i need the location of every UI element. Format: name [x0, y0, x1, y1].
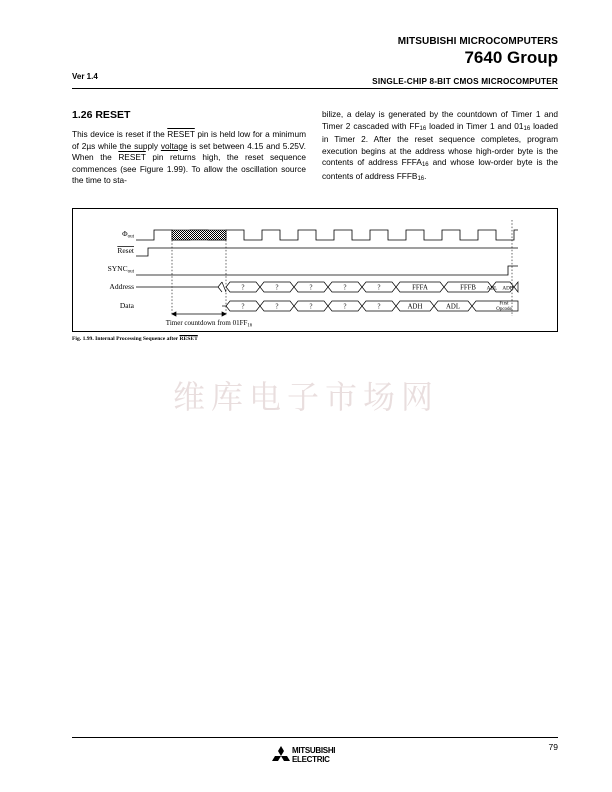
oscillation-stabilize-hatch [172, 230, 226, 240]
text-run: is set between 4.15 and 5.25V. When the [72, 140, 306, 163]
caption-reset-term: RESET [179, 336, 198, 342]
signal-label-sync: $SYNC_{out}$ [107, 264, 134, 275]
reset-signal-term: RESET [167, 129, 195, 139]
timing-diagram [72, 208, 558, 332]
address-value: ? [343, 284, 347, 292]
voltage-term: voltage [160, 140, 188, 151]
footer-rule [72, 737, 558, 738]
text-run: pin returns high, the reset sequence commences (see Figure 1.99). To allow the oscillation source the time to sta- [72, 152, 306, 186]
signal-label-phi: $\Phi_{out}$ [122, 229, 134, 240]
data-values [241, 302, 512, 313]
subscript: 16 [421, 162, 429, 169]
text-run: s while the supply [91, 140, 161, 151]
header-company: MITSUBISHI MICROCOMPUTERS [397, 36, 558, 47]
data-value: ADH [407, 303, 423, 311]
logo-line: ELECTRIC [292, 755, 330, 764]
data-value: ? [377, 303, 381, 311]
text-run: and whose low-order byte is the contents of address FFFB [322, 157, 558, 181]
signal-label-reset: Reset [117, 246, 134, 255]
address-value: ADH [502, 285, 514, 292]
timer-countdown-label: Timer countdown from $01FF_{16}$ [165, 319, 253, 329]
data-value: ? [275, 303, 279, 311]
figure-caption [72, 336, 198, 342]
watermark: 维库电子市场网 [172, 378, 439, 416]
mitsubishi-logo-icon [270, 745, 292, 767]
text-run: bilize, a delay is generated by the countdown of Timer 1 and Timer 2 cascaded with FF [322, 109, 558, 131]
address-value: ? [241, 284, 245, 292]
header-group-title: 7640 Group [464, 48, 558, 67]
body-text-right [322, 109, 558, 185]
data-value: Opcode [496, 307, 512, 312]
signal-label-data: Data [119, 301, 134, 310]
subscript: 16 [523, 125, 531, 132]
header-subtitle: SINGLE-CHIP 8-BIT CMOS MICROCOMPUTER [372, 77, 558, 86]
text-run: loaded in Timer 1 and 01 [426, 120, 524, 131]
micro-symbol: µ [86, 140, 92, 151]
body-text-left [72, 129, 306, 187]
address-value: ? [377, 284, 381, 292]
text-run: pin is held low for a minimum of 2 [72, 129, 306, 151]
subscript: 16 [419, 125, 427, 132]
address-value: FFFB [460, 284, 476, 292]
caption-text: Fig. 1.99. Internal Processing Sequence after [72, 336, 180, 342]
data-bus [222, 301, 518, 311]
address-value: FFFA [412, 284, 428, 292]
data-value: ? [343, 303, 347, 311]
sync-waveform [136, 266, 518, 275]
header-version: Ver 1.4 [72, 72, 98, 81]
data-value: ADL [446, 303, 460, 311]
address-value: ADL [486, 285, 498, 292]
data-value: ? [309, 303, 313, 311]
address-value: ? [309, 284, 313, 292]
reset-signal-term: RESET [118, 152, 146, 163]
reset-waveform [136, 248, 518, 256]
logo-wordmark [292, 746, 335, 764]
text-run: . [424, 170, 427, 181]
section-title: 1.26 RESET [72, 109, 131, 121]
data-value: First [499, 301, 509, 307]
address-value: ? [275, 284, 279, 292]
data-value: ? [241, 303, 245, 311]
countdown-arrow [172, 312, 226, 316]
page-number: 79 [548, 742, 558, 752]
signal-label-address: Address [109, 282, 134, 291]
logo-line: MITSUBISHI [292, 746, 336, 755]
address-values [241, 285, 513, 292]
subscript: 16 [417, 175, 425, 182]
text-run: This device is reset if the [72, 129, 168, 139]
text-run: loaded in Timer 2. After the reset sequence completes, program execution begins at the address whose high-order byte is the contents of address FFFA [322, 120, 558, 168]
header-rule [72, 88, 558, 89]
